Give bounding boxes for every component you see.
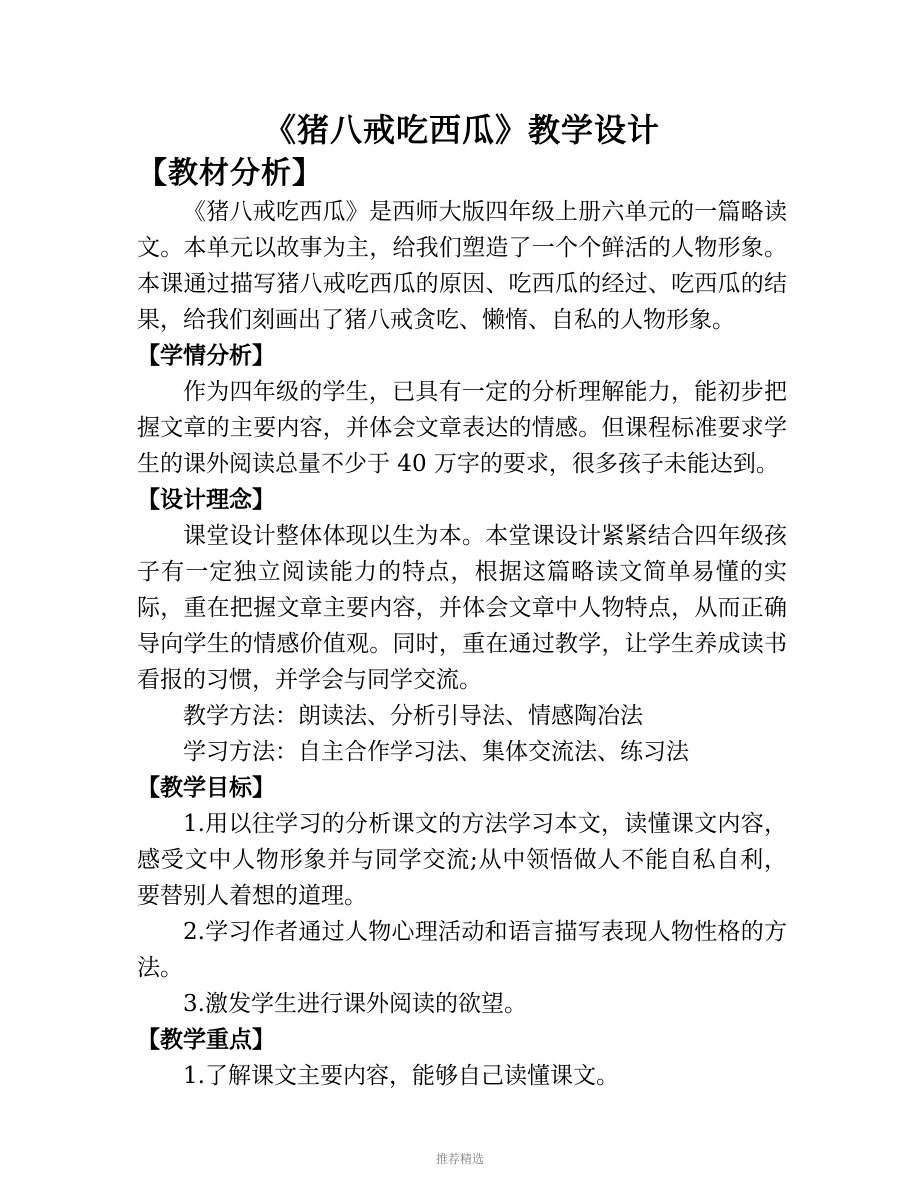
section-student-analysis xyxy=(137,338,787,482)
section-heading: 【教学重点】 xyxy=(137,1026,275,1053)
section-heading: 【学情分析】 xyxy=(137,342,275,369)
paragraph: 课堂设计整体体现以生为本。本堂课设计紧紧结合四年级孩子有一定独立阅读能力的特点，根据这篇略读文简单易懂的实际，重在把握文章主要内容，并体会文章中人物特点，从而正确导向学生的情感价值观。同时，重在通过教学，让学生养成读书看报的习惯，并学会与同学交流。 xyxy=(137,523,787,693)
section-heading: 【教学目标】 xyxy=(137,774,275,801)
paragraph-teaching-methods: 教学方法：朗读法、分析引导法、情感陶冶法 xyxy=(183,703,643,729)
document-page xyxy=(137,108,787,1094)
focus-item: 1.了解课文主要内容，能够自己读懂课文。 xyxy=(183,1063,619,1089)
paragraph-learning-methods: 学习方法：自主合作学习法、集体交流法、练习法 xyxy=(183,739,689,765)
document-title: 《猪八戒吃西瓜》教学设计 xyxy=(263,111,660,149)
section-design-concept xyxy=(137,482,787,770)
section-textbook-analysis xyxy=(137,154,787,338)
page-footer: 推荐精选 xyxy=(435,1152,484,1166)
section-teaching-objectives xyxy=(137,770,787,1022)
objective-item: 1.用以往学习的分析课文的方法学习本文，读懂课文内容，感受文中人物形象并与同学交流;从中领悟做人不能自私自利，要替别人着想的道理。 xyxy=(137,811,787,909)
paragraph: 作为四年级的学生，已具有一定的分析理解能力，能初步把握文章的主要内容，并体会文章表达的情感。但课程标准要求学生的课外阅读总量不少于 40 万字的要求，很多孩子未能达到。 xyxy=(137,379,787,477)
section-teaching-focus xyxy=(137,1022,787,1094)
section-heading: 【教材分析】 xyxy=(137,156,323,191)
section-heading: 【设计理念】 xyxy=(137,486,275,513)
objective-item: 3.激发学生进行课外阅读的欲望。 xyxy=(183,991,527,1017)
paragraph: 《猪八戒吃西瓜》是西师大版四年级上册六单元的一篇略读文。本单元以故事为主，给我们塑造了一个个鲜活的人物形象。本课通过描写猪八戒吃西瓜的原因、吃西瓜的经过、吃西瓜的结果，给我们刻画出了猪八戒贪吃、懒惰、自私的人物形象。 xyxy=(137,199,787,333)
objective-item: 2.学习作者通过人物心理活动和语言描写表现人物性格的方法。 xyxy=(137,919,787,981)
